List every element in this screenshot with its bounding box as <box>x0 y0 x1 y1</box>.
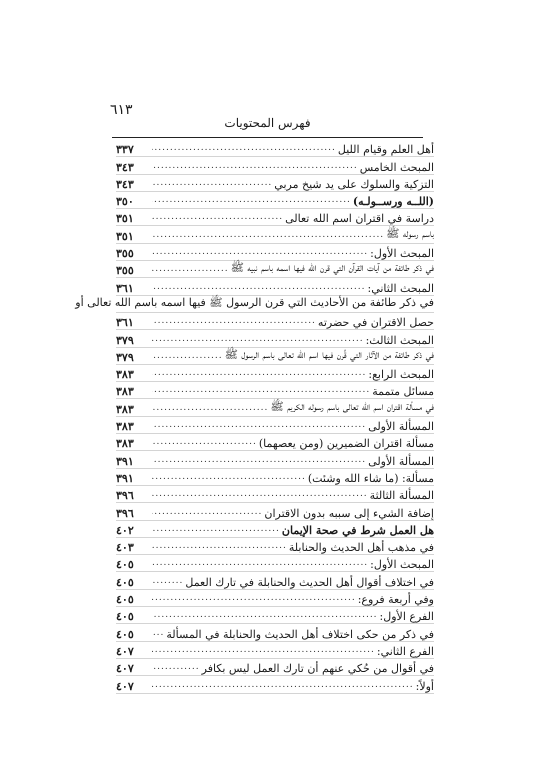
dot-leader <box>152 178 272 188</box>
dot-leader <box>152 437 257 447</box>
toc-entry-title: في اختلاف أقوال أهل الحديث والحنابلة في تارك العمل <box>185 575 434 589</box>
dot-leader <box>152 628 164 638</box>
dot-leader <box>152 593 356 603</box>
dot-leader <box>152 282 366 292</box>
toc-entry-title: أولاً: <box>415 679 434 693</box>
dot-leader <box>152 264 229 274</box>
toc-entry-page: ٣٧٩ <box>116 333 134 347</box>
toc-entry <box>116 486 434 503</box>
header-rule <box>112 137 423 138</box>
page-number: ٦١٣ <box>110 102 133 118</box>
dot-leader <box>152 610 378 620</box>
dot-leader <box>152 247 368 257</box>
toc-entry-title: وفي أربعة فروع: <box>357 593 434 607</box>
toc-entry-page: ٤٠٣ <box>116 541 134 555</box>
toc-entry-title: في ذكر طائفة من آيات القرآن التي قرن الله فيها اسمه باسم نبيه ﷺ <box>230 261 434 275</box>
toc-entry-page: ٣٨٣ <box>116 368 134 382</box>
toc-entry-title: هل العمل شرط في صحة الإيمان <box>281 523 434 537</box>
dot-leader <box>152 420 366 430</box>
toc-entry-page: ٣٥١ <box>116 229 134 243</box>
toc-entry-title: مسألة اقتران الضميرين (ومن يعصهما) <box>258 437 434 451</box>
dot-leader <box>152 195 351 205</box>
toc-entry-page: ٣٦١ <box>116 281 134 295</box>
toc-entry <box>116 521 434 538</box>
toc-entry-page: ٤٠٥ <box>116 575 134 589</box>
toc-entry-page: ٣٨٣ <box>116 437 134 451</box>
toc-entry <box>116 434 434 451</box>
toc-entry-title: المبحث الثالث: <box>365 333 434 347</box>
toc-entry-page: ٣٦١ <box>116 316 134 330</box>
table-of-contents <box>75 140 434 694</box>
toc-entry-page: ٤٠٢ <box>116 523 134 537</box>
toc-entry-title: إضافة الشيء إلى سببه بدون الاقتران <box>264 506 434 520</box>
toc-entry-page: ٣٩٦ <box>116 506 134 520</box>
dot-leader <box>152 212 283 222</box>
toc-entry-page: ٣٥٥ <box>116 264 134 278</box>
dot-leader <box>152 680 414 690</box>
toc-entry <box>116 555 434 572</box>
toc-entry <box>116 624 434 641</box>
running-header-title: فهرس المحتويات <box>224 116 311 130</box>
toc-entry-page: ٣٩١ <box>116 454 134 468</box>
toc-entry-page: ٣٧٩ <box>116 350 134 364</box>
toc-entry <box>116 192 434 209</box>
toc-entry <box>116 642 434 659</box>
toc-entry-page: ٣٣٧ <box>116 143 134 157</box>
dot-leader <box>152 455 366 465</box>
toc-entry <box>116 590 434 607</box>
toc-entry-title: في ذكر طائفة من الأحاديث التي قرن الرسول ﷺ فيها اسمه باسم الله تعالى أو <box>75 295 434 309</box>
toc-entry <box>116 417 434 434</box>
toc-entry-title: حصل الاقتران في حضرته <box>317 316 434 330</box>
toc-entry-page: ٤٠٥ <box>116 593 134 607</box>
toc-entry-title: المبحث الأول: <box>370 558 434 572</box>
toc-entry-title: المبحث الثاني: <box>367 281 434 295</box>
toc-entry-title: المبحث الأول: <box>370 247 434 261</box>
dot-leader <box>152 645 375 655</box>
toc-entry-page: ٤٠٧ <box>116 662 134 676</box>
dot-leader <box>152 403 268 413</box>
dot-leader <box>152 334 364 344</box>
toc-entry <box>116 226 434 243</box>
toc-entry-title: (اللــه ورســولـه) <box>352 195 434 209</box>
toc-entry <box>116 607 434 624</box>
toc-entry-title: في ذكر من حكى اختلاف أهل الحديث والحنابلة في المسألة <box>166 627 434 641</box>
toc-entry <box>75 295 434 313</box>
toc-entry-page: ٣٤٣ <box>116 177 134 191</box>
toc-entry-title: الفرع الثاني: <box>376 644 434 658</box>
toc-entry-title: الفرع الأول: <box>379 610 434 624</box>
dot-leader <box>152 558 368 568</box>
toc-entry <box>116 365 434 382</box>
toc-entry <box>116 382 434 399</box>
toc-entry-page: ٣٥٠ <box>116 195 134 209</box>
dot-leader <box>152 576 183 586</box>
toc-entry <box>116 676 434 693</box>
dot-leader <box>152 316 316 326</box>
toc-entry <box>116 469 434 486</box>
toc-entry <box>116 140 434 157</box>
toc-entry <box>116 330 434 347</box>
toc-entry-page: ٤٠٧ <box>116 644 134 658</box>
toc-entry <box>116 503 434 520</box>
toc-entry-page: ٣٩١ <box>116 471 134 485</box>
toc-entry-title: المبحث الرابع: <box>368 368 434 382</box>
dot-leader <box>152 662 200 672</box>
toc-entry <box>116 451 434 468</box>
dot-leader <box>152 507 262 517</box>
toc-entry-title: دراسة في اقتران اسم الله تعالى <box>285 212 434 226</box>
dot-leader <box>152 368 366 378</box>
toc-entry <box>116 348 434 365</box>
dot-leader <box>152 230 384 240</box>
toc-entry-page: ٣٥١ <box>116 212 134 226</box>
toc-entry-page: ٤٠٥ <box>116 627 134 641</box>
dot-leader <box>152 524 280 534</box>
toc-entry <box>116 399 434 416</box>
toc-entry <box>116 659 434 676</box>
dot-leader <box>152 161 358 171</box>
toc-entry-page: ٤٠٥ <box>116 610 134 624</box>
toc-entry-page: ٣٨٣ <box>116 420 134 434</box>
dot-leader <box>152 385 370 395</box>
toc-entry-page: ٣٨٣ <box>116 385 134 399</box>
toc-entry-title: باسم رسوله ﷺ <box>386 226 434 240</box>
toc-entry <box>116 209 434 226</box>
dot-leader <box>152 472 306 482</box>
toc-entry <box>116 278 434 295</box>
toc-entry <box>116 244 434 261</box>
dot-leader <box>152 143 336 153</box>
toc-entry <box>116 157 434 174</box>
toc-entry <box>116 538 434 555</box>
toc-entry-page: ٤٠٥ <box>116 558 134 572</box>
dot-leader <box>152 489 368 499</box>
toc-entry-title: في ذكر طائفة من الآثار التي قُرن فيها اسم الله تعالى باسم الرسول ﷺ <box>224 347 434 361</box>
toc-entry-title: المبحث الخامس <box>359 160 434 174</box>
toc-entry-title: في مذهب أهل الحديث والحنابلة <box>288 541 434 555</box>
toc-entry <box>116 313 434 330</box>
toc-entry-page: ٤٠٧ <box>116 679 134 693</box>
toc-entry-page: ٣٩٦ <box>116 489 134 503</box>
toc-entry-title: أهل العلم وقيام الليل <box>337 143 434 157</box>
toc-entry-title: المسألة الأولى <box>368 454 434 468</box>
toc-entry-title: في أقوال من حُكي عنهم أن تارك العمل ليس بكافر <box>201 662 434 676</box>
toc-entry-title: المسألة الأولى <box>368 420 434 434</box>
toc-entry-page: ٣٤٣ <box>116 160 134 174</box>
toc-entry-title: المسألة الثالثة <box>369 489 434 503</box>
toc-entry <box>116 175 434 192</box>
toc-entry-page: ٣٥٥ <box>116 247 134 261</box>
dot-leader <box>152 541 287 551</box>
toc-entry-title: في مسألة اقتران اسم الله تعالى باسم رسوله الكريم ﷺ <box>270 399 434 413</box>
toc-entry-title: التزكية والسلوك على يد شيخ مربي <box>274 177 434 191</box>
toc-entry-title: مسألة: (ما شاء الله وشئت) <box>307 471 434 485</box>
toc-entry <box>116 572 434 589</box>
toc-entry-page: ٣٨٣ <box>116 402 134 416</box>
dot-leader <box>152 351 223 361</box>
toc-entry <box>116 261 434 278</box>
toc-entry-title: مسائل متممة <box>372 385 434 399</box>
